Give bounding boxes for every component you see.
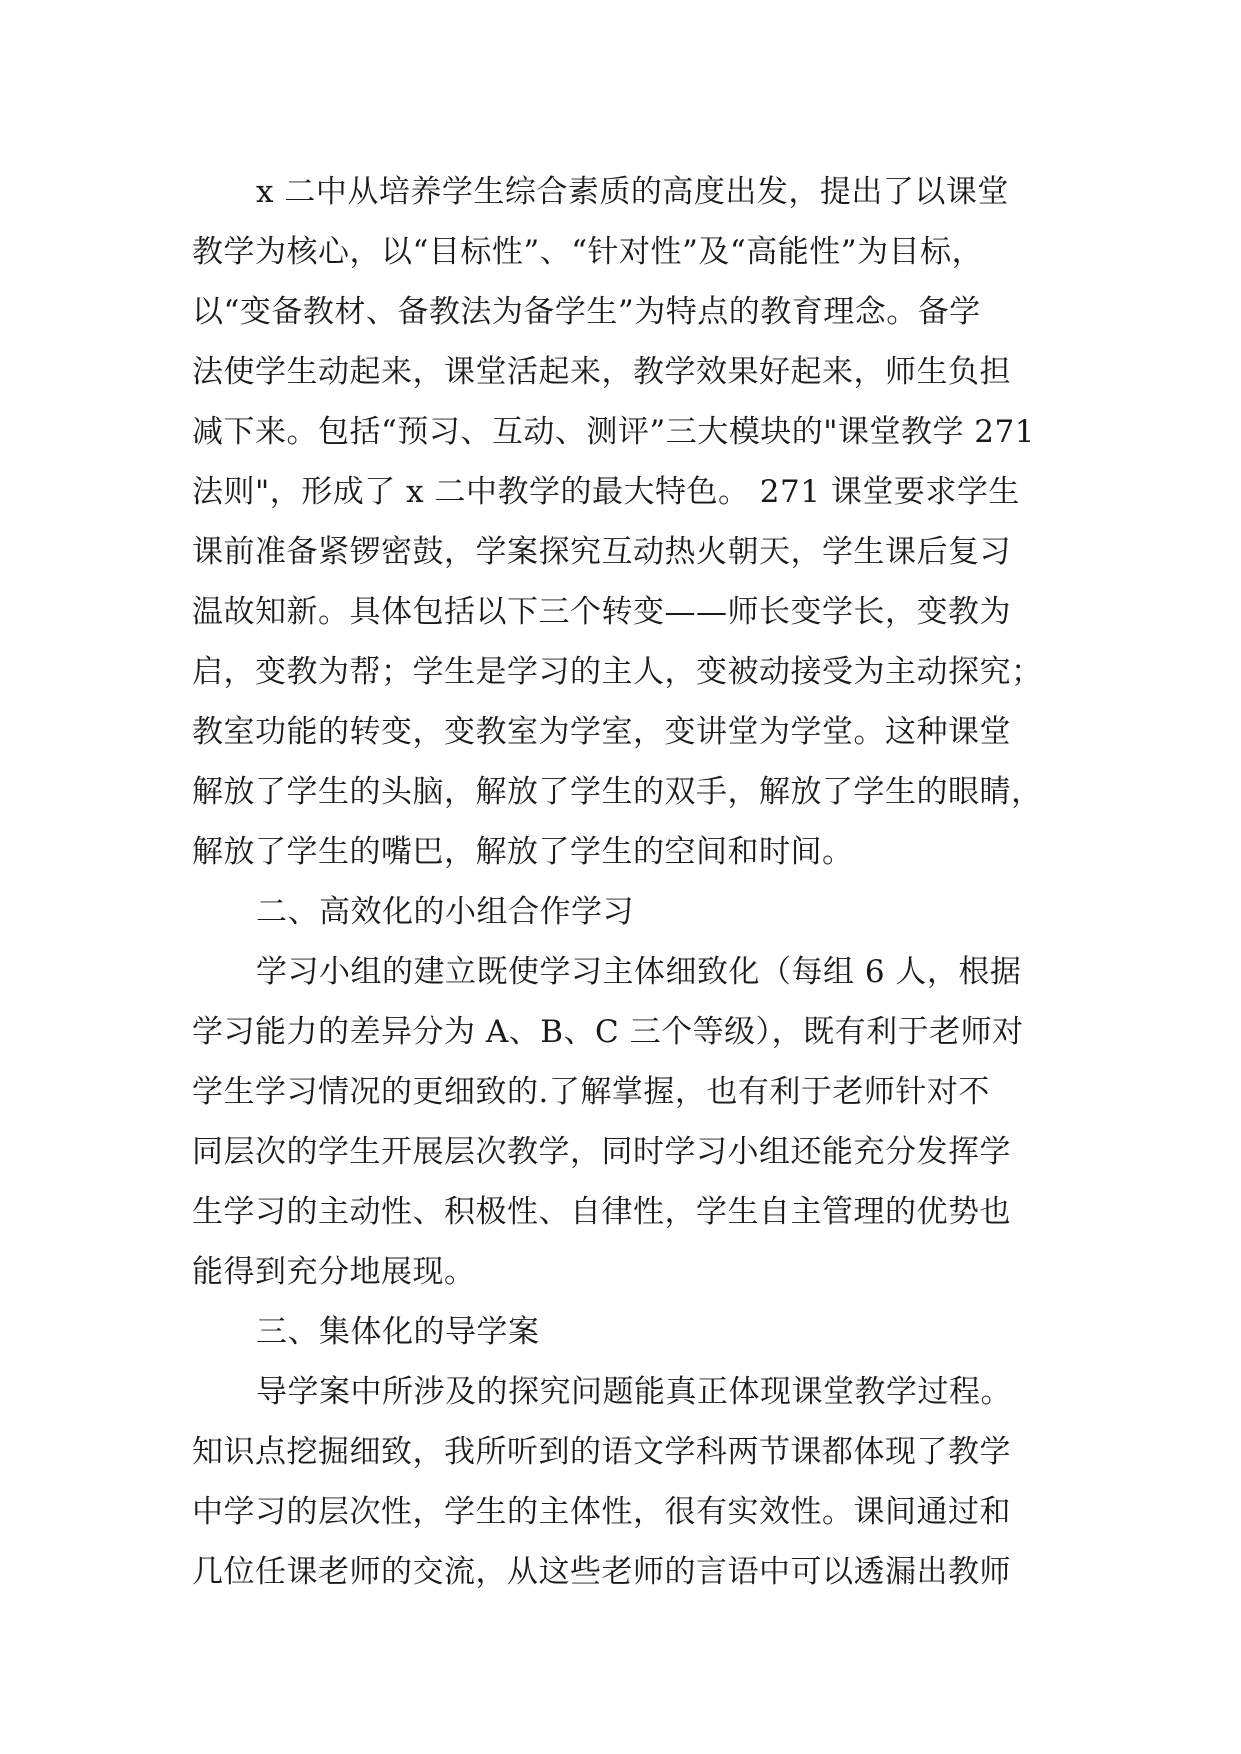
- text-line: 法使学生动起来，课堂活起来，教学效果好起来，师生负担: [192, 354, 1011, 390]
- text-line: 法则"，形成了 x 二中教学的最大特色。 271 课堂要求学生: [192, 474, 1020, 510]
- text-line: 学习能力的差异分为 A、B、C 三个等级），既有利于老师对: [192, 1014, 1024, 1050]
- text-line: 课前准备紧锣密鼓，学案探究互动热火朝天，学生课后复习: [192, 534, 1011, 570]
- text-line: 同层次的学生开展层次教学，同时学习小组还能充分发挥学: [192, 1134, 1011, 1170]
- text-line: 以“变备教材、备教法为备学生”为特点的教育理念。备学: [192, 294, 981, 330]
- text-line: 知识点挖掘细致，我所听到的语文学科两节课都体现了教学: [192, 1434, 1011, 1470]
- paragraph-start-line: 二、高效化的小组合作学习: [256, 894, 634, 930]
- text-line: 几位任课老师的交流，从这些老师的言语中可以透漏出教师: [192, 1554, 1011, 1590]
- paragraph-start-line: 学习小组的建立既使学习主体细致化（每组 6 人，根据: [256, 954, 1022, 990]
- text-line: 教学为核心，以“目标性”、“针对性”及“高能性”为目标，: [192, 234, 984, 270]
- text-line: 解放了学生的头脑，解放了学生的双手，解放了学生的眼睛，: [192, 774, 1043, 810]
- text-line: 中学习的层次性，学生的主体性，很有实效性。课间通过和: [192, 1494, 1011, 1530]
- text-line: 启，变教为帮；学生是学习的主人，变被动接受为主动探究；: [192, 654, 1043, 690]
- text-line: 能得到充分地展现。: [192, 1254, 476, 1290]
- paragraph-start-line: 三、集体化的导学案: [256, 1314, 540, 1350]
- text-line: 解放了学生的嘴巴，解放了学生的空间和时间。: [192, 834, 854, 870]
- text-line: 学生学习情况的更细致的.了解掌握，也有利于老师针对不: [192, 1074, 990, 1110]
- paragraph-start-line: x 二中从培养学生综合素质的高度出发，提出了以课堂: [256, 174, 1009, 210]
- text-line: 温故知新。具体包括以下三个转变——师长变学长，变教为: [192, 594, 1011, 630]
- text-line: 教室功能的转变，变教室为学室，变讲堂为学堂。这种课堂: [192, 714, 1011, 750]
- text-line: 减下来。包括“预习、互动、测评”三大模块的"课堂教学 271: [192, 414, 1035, 450]
- text-line: 生学习的主动性、积极性、自律性，学生自主管理的优势也: [192, 1194, 1011, 1230]
- document-body: [192, 162, 1072, 1602]
- paragraph-start-line: 导学案中所涉及的探究问题能真正体现课堂教学过程。: [256, 1374, 1012, 1410]
